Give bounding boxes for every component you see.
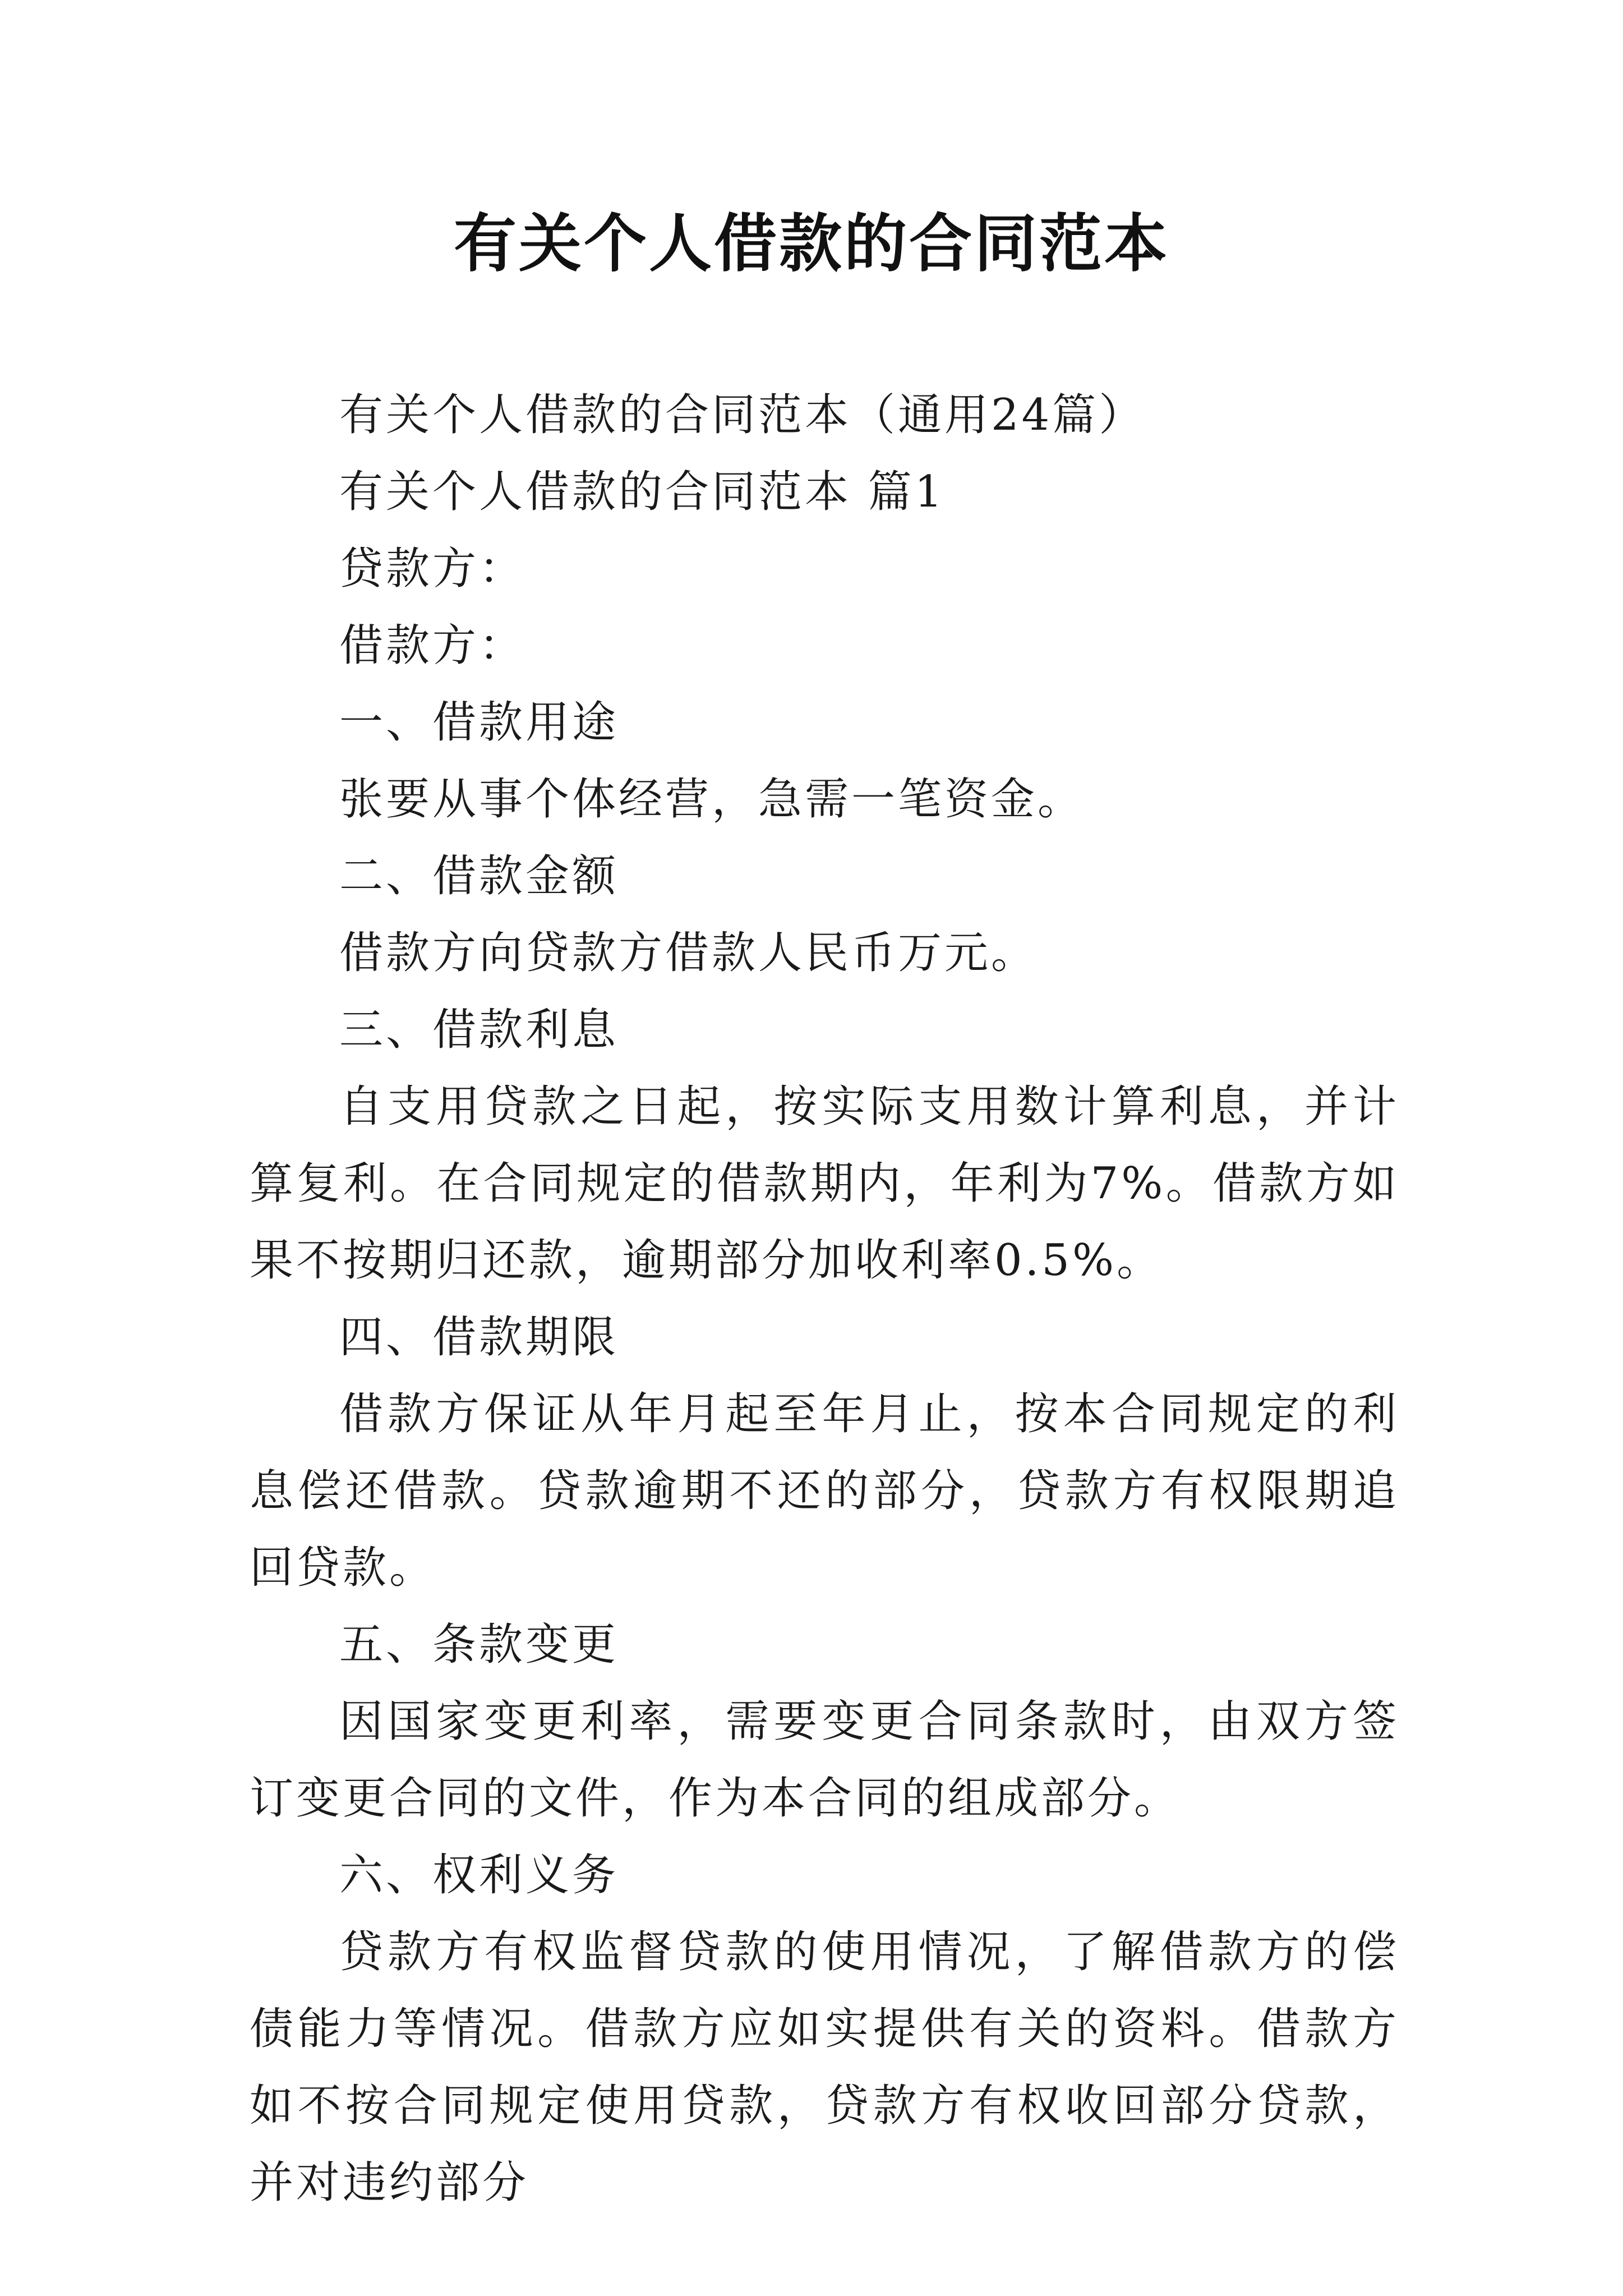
- clause-text-changes: 因国家变更利率，需要变更合同条款时，由双方签订变更合同的文件，作为本合同的组成部分。: [250, 1696, 1399, 1824]
- paragraph-lender: 贷款方：: [339, 544, 526, 594]
- clause-heading-term: 四、借款期限: [339, 1312, 619, 1363]
- clause-heading-purpose: 一、借款用途: [339, 697, 619, 748]
- paragraph-subtitle: 有关个人借款的合同范本（通用24篇）: [339, 390, 1146, 440]
- clause-heading-changes: 五、条款变更: [339, 1619, 619, 1670]
- clause-text-amount: 借款方向贷款方借款人民币万元。: [339, 928, 1038, 978]
- clause-heading-interest: 三、借款利息: [339, 1005, 619, 1055]
- document-body: [250, 377, 1399, 2221]
- clause-text-purpose: 张要从事个体经营，急需一笔资金。: [339, 774, 1085, 825]
- paragraph-section-heading: 有关个人借款的合同范本 篇1: [339, 467, 946, 517]
- clause-text-interest: 自支用贷款之日起，按实际支用数计算利息，并计算复利。在合同规定的借款期内，年利为7%。借款方如果不按期归还款，逾期部分加收利率0.5%。: [250, 1082, 1399, 1286]
- clause-text-term: 借款方保证从年月起至年月止，按本合同规定的利息偿还借款。贷款逾期不还的部分，贷款方有权限期追回贷款。: [250, 1389, 1399, 1593]
- clause-heading-amount: 二、借款金额: [339, 851, 619, 901]
- clause-text-rights: 贷款方有权监督贷款的使用情况，了解借款方的偿债能力等情况。借款方应如实提供有关的资料。借款方如不按合同规定使用贷款，贷款方有权收回部分贷款，并对违约部分: [250, 1927, 1399, 2208]
- document-title: 有关个人借款的合同范本: [454, 208, 1169, 280]
- clause-heading-rights: 六、权利义务: [339, 1850, 619, 1901]
- paragraph-borrower: 借款方：: [339, 620, 526, 671]
